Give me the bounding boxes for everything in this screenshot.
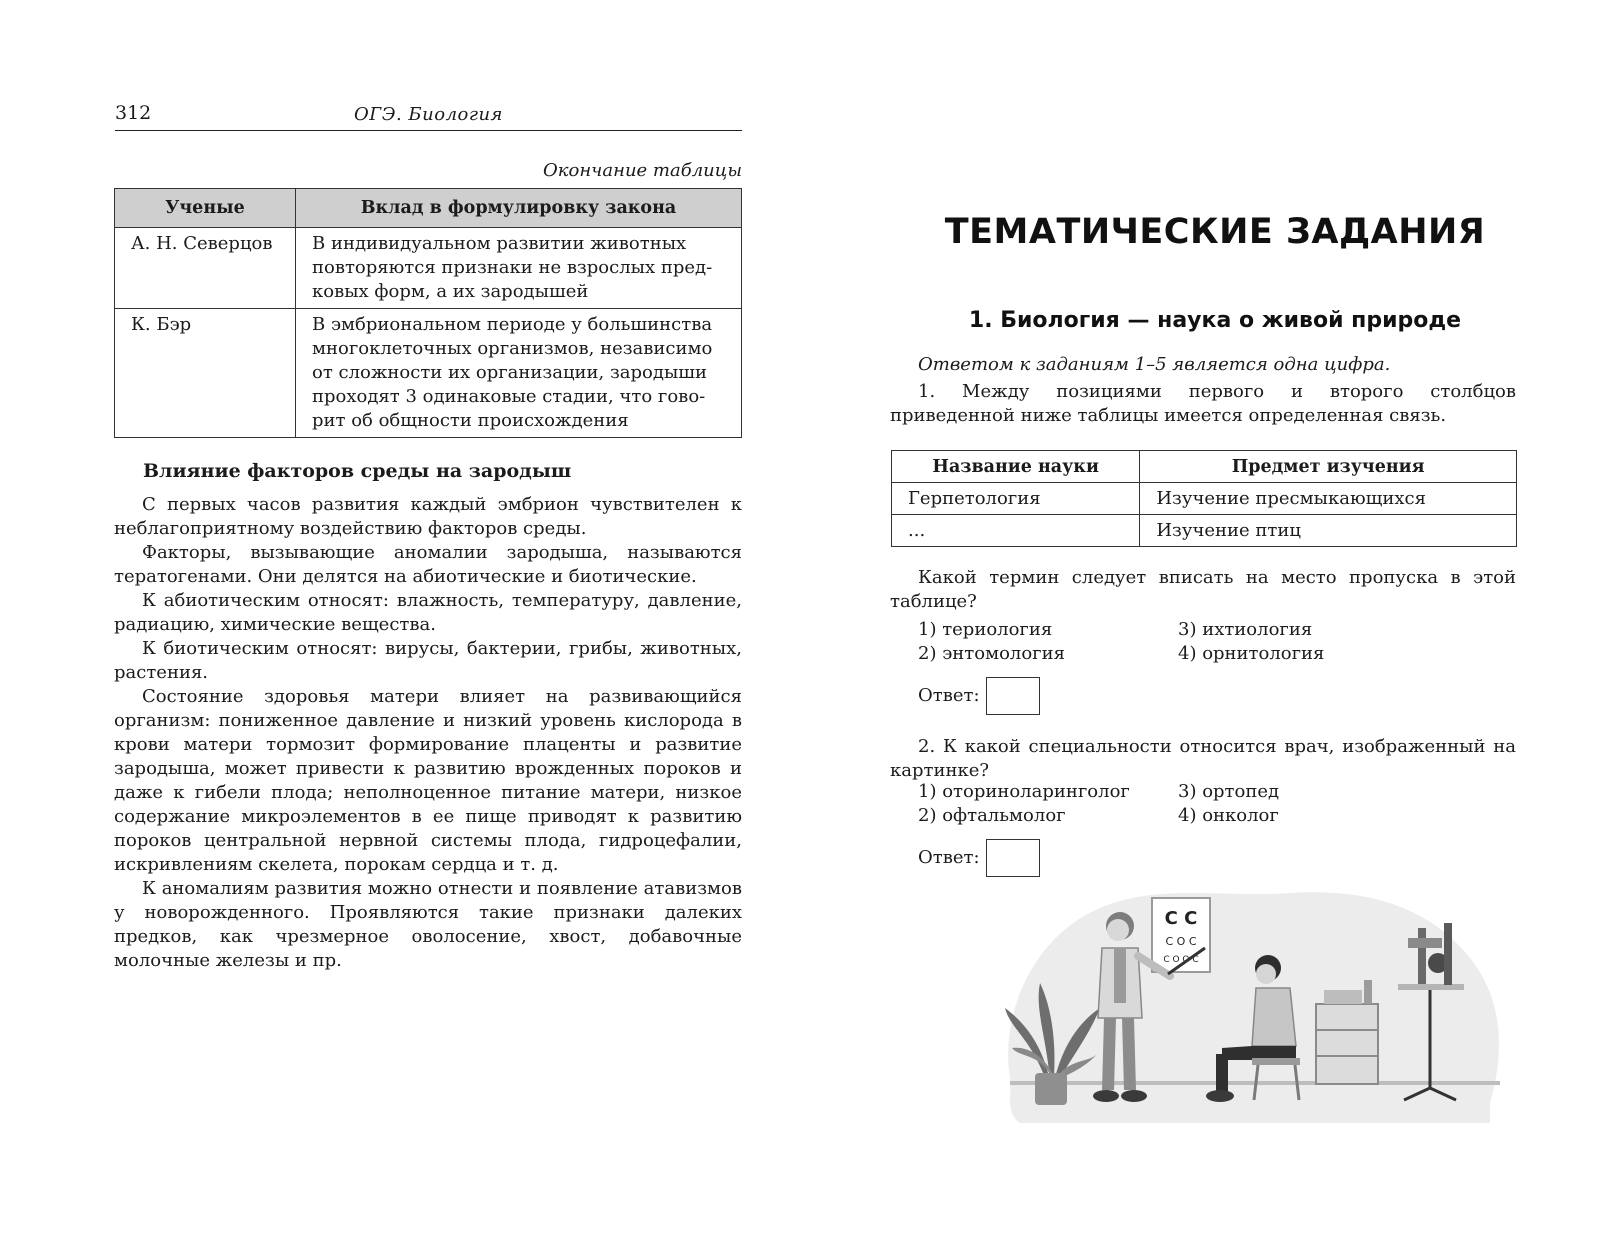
medical-cabinet [1316, 980, 1378, 1084]
option[interactable]: 3) ихтиология [1178, 619, 1313, 640]
table-row [892, 483, 1517, 515]
eye-chart-row: C O C [1165, 935, 1197, 948]
paragraph: К биотическим относят: вирусы, бактерии, грибы, животных, растения. [114, 638, 742, 683]
cell-line: В индивидуальном развитии животных [312, 233, 687, 254]
running-title: ОГЭ. Биология [354, 104, 503, 125]
table-header: Предмет изучения [1140, 451, 1517, 483]
table-header: Ученые [115, 189, 296, 228]
option[interactable]: 4) орнитология [1178, 643, 1325, 664]
contribution-cell [296, 309, 742, 438]
body-text [114, 493, 742, 973]
option[interactable]: 1) териология [918, 619, 1053, 640]
cell-line: от сложности их организации, зародыши [312, 362, 708, 383]
table-header-row [115, 189, 742, 228]
table-caption: Окончание таблицы [542, 160, 742, 181]
task-1-table [891, 450, 1517, 547]
cell-line: повторяются признаки не взрослых пред- [312, 257, 713, 278]
scientist-name: К. Бэр [115, 309, 296, 438]
table-row [892, 515, 1517, 547]
task-2-text [890, 735, 1516, 783]
section-heading: Влияние факторов среды на зародыш [143, 460, 572, 482]
option[interactable]: 2) энтомология [918, 643, 1065, 664]
chair-seat [1252, 1058, 1300, 1065]
task-1-question-block [890, 566, 1516, 614]
table-cell: Герпетология [892, 483, 1140, 515]
option[interactable]: 1) оториноларинголог [918, 781, 1130, 802]
paragraph: С первых часов развития каждый эмбрион чувствителен к неблагоприятному воздействию факторов среды. [114, 494, 742, 539]
answer-label: Ответ: [918, 847, 980, 868]
scientists-table [114, 188, 742, 438]
background-blob [1008, 892, 1499, 1123]
cell-line: В эмбриональном периоде у большинства [312, 314, 713, 335]
cell-line: проходят 3 одинаковые стадии, что гово- [312, 386, 706, 407]
option[interactable]: 4) онколог [1178, 805, 1279, 826]
eye-chart-row: C O O C [1163, 955, 1199, 965]
option[interactable]: 2) офтальмолог [918, 805, 1066, 826]
table-header: Вклад в формулировку закона [296, 189, 742, 228]
table-row [115, 309, 742, 438]
answer-label: Ответ: [918, 685, 980, 706]
page-number: 312 [115, 102, 152, 124]
doctor-illustration [990, 868, 1510, 1138]
table-header: Название науки [892, 451, 1140, 483]
option[interactable]: 3) ортопед [1178, 781, 1280, 802]
eye-chart-row: C C [1164, 908, 1198, 929]
cell-line: многоклеточных организмов, независимо [312, 338, 713, 359]
task-1-statement: 1. Между позициями первого и второго столбцов приведенной ниже таблицы имеется определенная связь. [890, 381, 1516, 426]
task-1-text [890, 380, 1516, 428]
table-cell: Изучение пресмыкающихся [1140, 483, 1517, 515]
cell-line: рит об общности происхождения [312, 410, 629, 431]
main-title: ТЕМАТИЧЕСКИЕ ЗАДАНИЯ [944, 212, 1486, 252]
paragraph: К аномалиям развития можно отнести и появление атавизмов у новорожденного. Проявляются такие признаки далеких предков, как чрезмерное оволосение, хвост, добавочные молочные железы и пр. [114, 878, 742, 971]
table-header-row [892, 451, 1517, 483]
table-row [115, 228, 742, 309]
running-header [115, 100, 742, 131]
paragraph: Факторы, вызывающие аномалии зародыша, называются тератогенами. Они делятся на абиотические и биотические. [114, 542, 742, 587]
task-1-question: Какой термин следует вписать на место пропуска в этой таблице? [890, 567, 1516, 612]
right-page [810, 0, 1620, 1258]
paragraph: Состояние здоровья матери влияет на развивающийся организм: пониженное давление и низкий уровень кислорода в крови матери тормозит формирование плаценты и развитие зародыша, может привести к развитию врожденных пороков и даже к гибели плода; неполноценное питание матери, низкое содержание микроэлементов в ее пище приводят к развитию пороков центральной нервной системы плода, гидроцефалии, искривлениям скелета, порокам сердца и т. д. [114, 686, 742, 875]
table-cell: ... [892, 515, 1140, 547]
task-2-statement: 2. К какой специальности относится врач, изображенный на картинке? [890, 736, 1516, 781]
scientist-name: А. Н. Северцов [115, 228, 296, 309]
instruction: Ответом к заданиям 1–5 является одна цифра. [918, 354, 1391, 375]
cell-line: ковых форм, а их зародышей [312, 281, 589, 302]
paragraph: К абиотическим относят: влажность, температуру, давление, радиацию, химические вещества. [114, 590, 742, 635]
section-title: 1. Биология — наука о живой природе [968, 308, 1462, 333]
contribution-cell [296, 228, 742, 309]
table-cell: Изучение птиц [1140, 515, 1517, 547]
answer-box[interactable] [986, 677, 1040, 715]
